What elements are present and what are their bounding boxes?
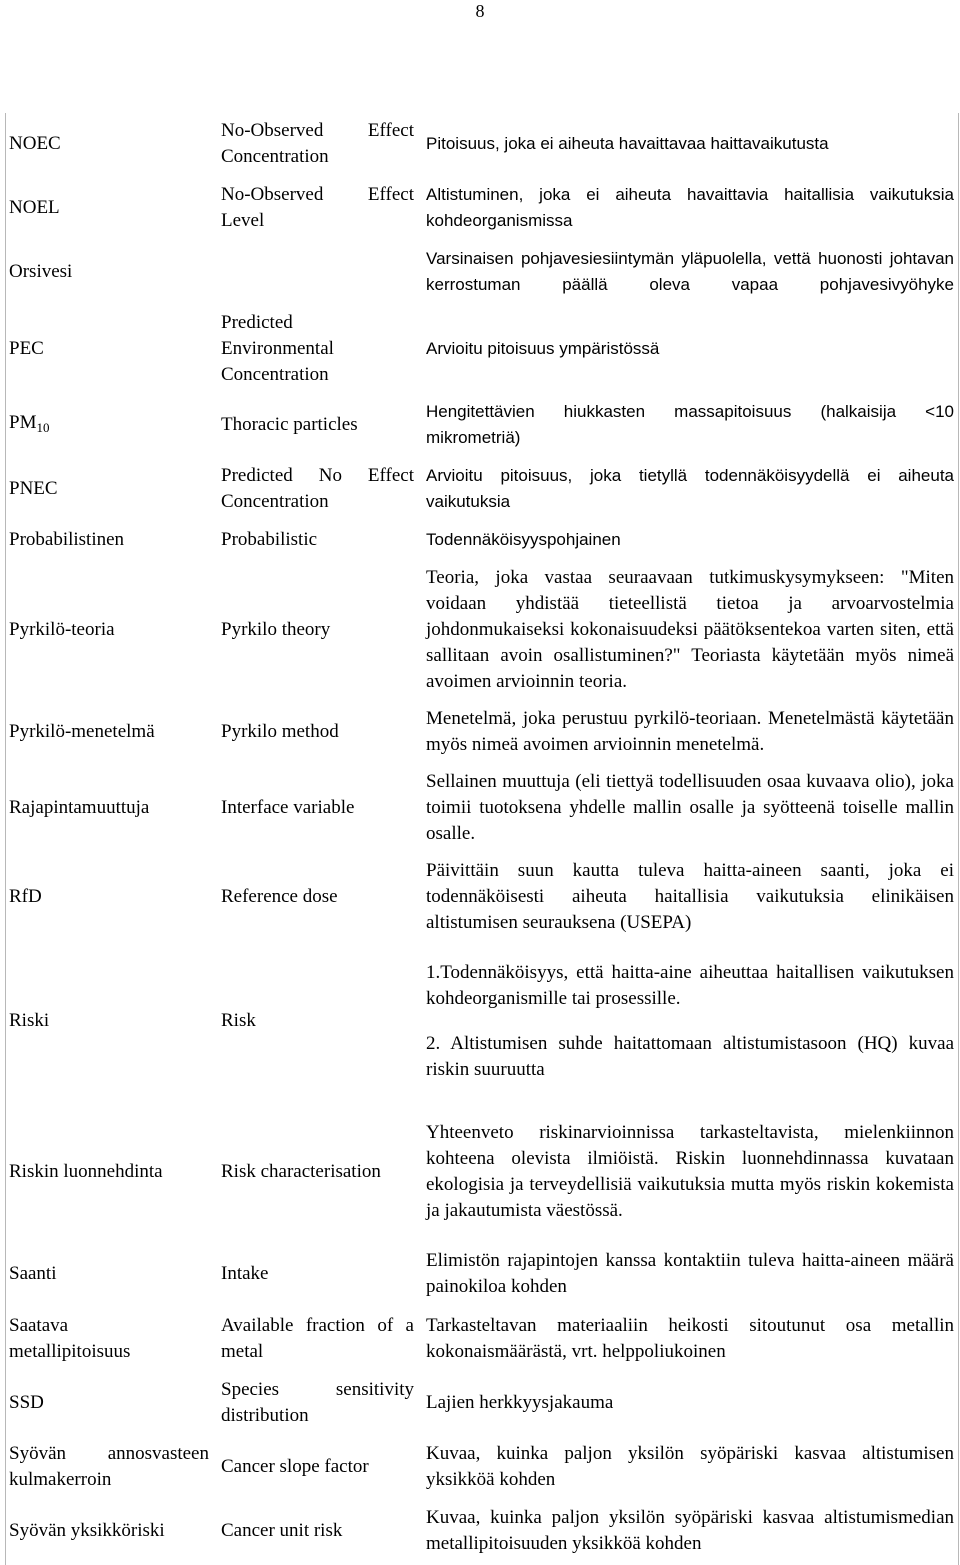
- table-row: [0, 944, 960, 1098]
- definition: Altistuminen, joka ei aiheuta havaittavia haitallisia vaikutuksia kohdeorganismissa: [426, 185, 954, 230]
- term: PEC: [9, 338, 44, 359]
- table-row: [0, 1503, 960, 1559]
- definition: Menetelmä, joka perustuu pyrkilö-teoriaan. Menetelmästä käytetään myös nimeä avoimen arvioinnin menetelmä.: [426, 708, 954, 755]
- table-row: [0, 1438, 960, 1496]
- english-term: Cancer unit risk: [221, 1520, 343, 1541]
- english-term: Predicted Environmental Concentration: [221, 312, 334, 385]
- page-number: 8: [475, 1, 485, 21]
- term: Pyrkilö-teoria: [9, 619, 115, 640]
- table-row: [0, 394, 960, 456]
- term: RfD: [9, 886, 42, 907]
- table-row: [0, 306, 960, 392]
- definition: Varsinaisen pohjavesiesiintymän yläpuolella, vettä huonosti johtavan kerrostuman päällä oleva vapaa pohjavesivyöhyke: [426, 249, 954, 294]
- term: PNEC: [9, 478, 58, 499]
- definition: Sellainen muuttuja (eli tiettyä todellisuuden osaa kuvaava olio), joka toimii tuotoksena yhdelle mallin osalle ja syötteenä toiselle mallin osalle.: [426, 771, 954, 844]
- definition: Kuvaa, kuinka paljon yksilön syöpäriski kasvaa altistumismedian metallipitoisuuden yksikköä kohden: [426, 1507, 954, 1554]
- table-row: [0, 855, 960, 939]
- term: NOEL: [9, 197, 60, 218]
- table-row: [0, 766, 960, 850]
- english-term: Risk characterisation: [221, 1161, 381, 1182]
- english-term: No-Observed Effect Concentration: [221, 120, 414, 167]
- definition: Teoria, joka vastaa seuraavaan tutkimuskysymykseen: "Miten voidaan yhdistää tieteellistä tietoa ja arvoarvostelmia johdonmukaiseksi kokonaisuudeksi päätöksentekoa varten siten, että sallitaan avoin osallistuminen?" Teoriasta käytetään myös nimeä avoimen arvioinnin teoria.: [426, 567, 954, 692]
- english-term: Available fraction of a metal: [221, 1315, 414, 1362]
- definition: Päivittäin suun kautta tuleva haitta-aineen saanti, joka ei todennäköisesti aiheuta haitallisia vaikutuksia elinikäisen altistumisen seurauksena (USEPA): [426, 860, 954, 933]
- term: Syövän annosvasteen kulmakerroin: [9, 1443, 209, 1490]
- english-term: Pyrkilo method: [221, 721, 339, 742]
- table-row: [0, 703, 960, 761]
- definition: Lajien herkkyysjakauma: [426, 1392, 614, 1413]
- definition: [426, 960, 954, 1083]
- definition: Elimistön rajapintojen kanssa kontaktiin tuleva haitta-aineen määrä painokiloa kohden: [426, 1250, 954, 1297]
- english-term: Species sensitivity distribution: [221, 1379, 414, 1426]
- term: Syövän yksikköriski: [9, 1520, 165, 1541]
- table-row: [0, 1104, 960, 1240]
- term: Rajapintamuuttuja: [9, 797, 150, 818]
- table-row: [0, 1245, 960, 1303]
- table-row: [0, 177, 960, 239]
- english-term: Pyrkilo theory: [221, 619, 331, 640]
- definition: Arvioitu pitoisuus, joka tietyllä todennäköisyydellä ei aiheuta vaikutuksia: [426, 466, 954, 511]
- english-term: Predicted No Effect Concentration: [221, 465, 414, 512]
- table-row: [0, 113, 960, 175]
- english-term: Probabilistic: [221, 529, 318, 550]
- table-row: [0, 1310, 960, 1368]
- english-term: Thoracic particles: [221, 414, 358, 435]
- english-term: Interface variable: [221, 797, 355, 818]
- definition-part-1: 1.Todennäköisyys, että haitta-aine aiheuttaa haitallisen vaikutuksen kohdeorganismille tai prosessille.: [426, 961, 954, 1009]
- term: NOEC: [9, 133, 61, 154]
- term: Saatava metallipitoisuus: [9, 1315, 131, 1362]
- definition: Kuvaa, kuinka paljon yksilön syöpäriski kasvaa altistumisen yksikköä kohden: [426, 1443, 954, 1490]
- definition: Yhteenveto riskinarvioinnissa tarkasteltavista, mielenkiinnon kohteena olevista ilmiöistä. Riskin luonnehdinnassa kuvataan ekologisia ja terveydellisiä vaikutuksia mutta myös riskin kokemista ja jakautumista väestössä.: [426, 1122, 954, 1221]
- definition: Hengitettävien hiukkasten massapitoisuus (halkaisija <10 mikrometriä): [426, 402, 954, 447]
- definition: Pitoisuus, joka ei aiheuta havaittavaa haittavaikutusta: [426, 134, 829, 153]
- definition: Todennäköisyyspohjainen: [426, 530, 621, 549]
- term: Orsivesi: [9, 261, 73, 282]
- term: SSD: [9, 1392, 44, 1413]
- english-term: No-Observed Effect Level: [221, 184, 414, 231]
- term: $PM_{10}$: [9, 411, 50, 435]
- english-term: Risk: [221, 1010, 256, 1031]
- term: Pyrkilö-menetelmä: [9, 721, 155, 742]
- english-term: Cancer slope factor: [221, 1456, 369, 1477]
- english-term: Reference dose: [221, 886, 338, 907]
- term: Riski: [9, 1010, 50, 1031]
- definition: Arvioitu pitoisuus ympäristössä: [426, 339, 660, 358]
- table-row: [0, 1374, 960, 1432]
- table-row: [0, 459, 960, 519]
- term-subscript: 10: [36, 419, 50, 435]
- table-row: [0, 241, 960, 303]
- definition: Tarkasteltavan materiaaliin heikosti sitoutunut osa metallin kokonaismäärästä, vrt. helppoliukoinen: [426, 1315, 954, 1362]
- term: Saanti: [9, 1263, 57, 1284]
- english-term: Intake: [221, 1263, 269, 1284]
- term: Probabilistinen: [9, 529, 125, 550]
- definition-part-2: 2. Altistumisen suhde haitattomaan altistumistasoon (HQ) kuvaa riskin suuruutta: [426, 1032, 954, 1080]
- table-row: [0, 523, 960, 557]
- term: Riskin luonnehdinta: [9, 1161, 163, 1182]
- table-row: [0, 562, 960, 698]
